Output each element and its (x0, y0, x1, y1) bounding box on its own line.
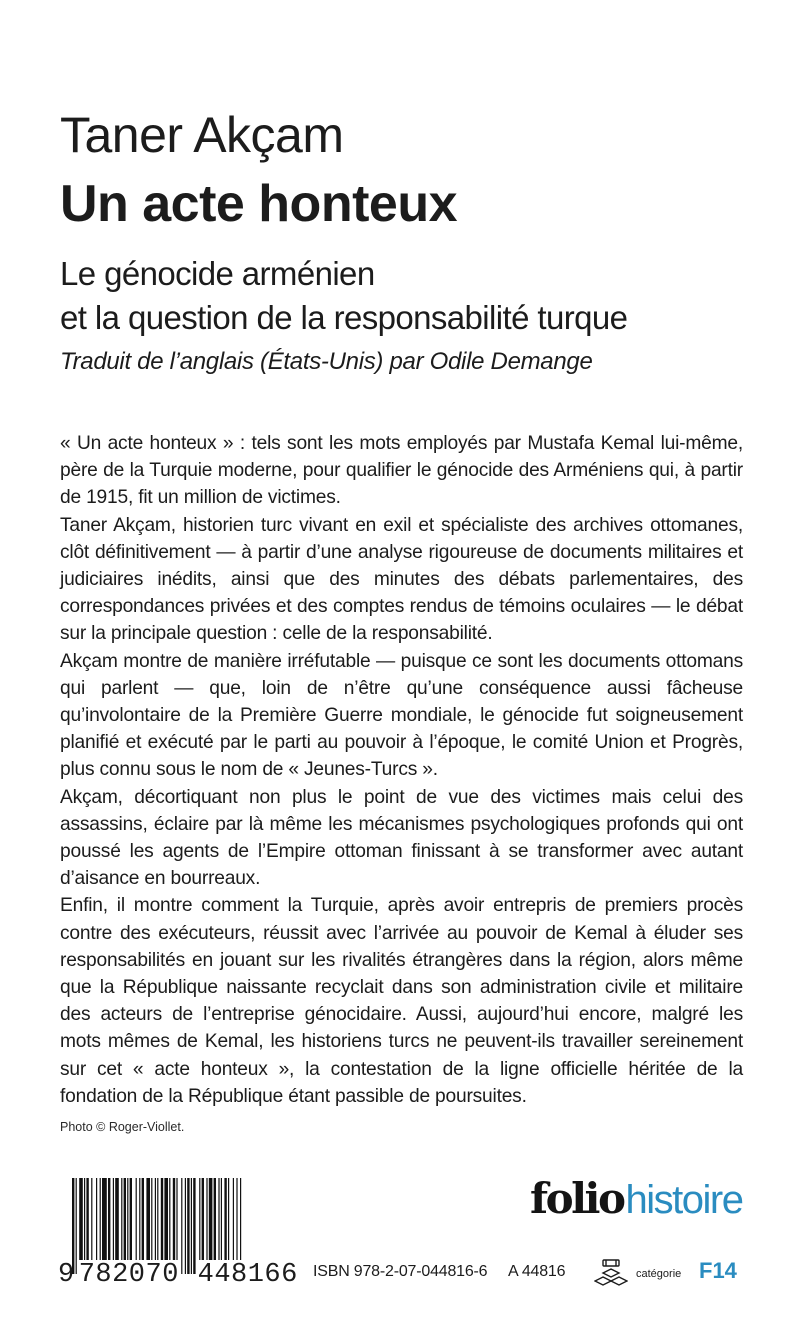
barcode-digits (58, 1260, 299, 1290)
book-title: Un acte honteux (60, 175, 457, 233)
logo-histoire: histoire (625, 1178, 743, 1222)
translator-credit: Traduit de l’anglais (États-Unis) par Odile Demange (60, 348, 593, 375)
article-code: A 44816 (508, 1263, 566, 1280)
blurb-paragraph: Akçam montre de manière irréfutable — puisque ce sont les documents ottomans qui parlent — que, loin de n’être qu’une conséquence aussi fâcheuse qu’involontaire de la Première Guerre mondiale, le génocide fut soigneusement planifié et exécuté par le parti au pouvoir à l’époque, le comité Union et Progrès, plus connu sous le nom de « Jeunes-Turcs ». (60, 650, 743, 781)
subtitle-line-2: et la question de la responsabilité turque (60, 299, 628, 336)
author-name: Taner Akçam (60, 107, 344, 163)
blurb-paragraph: « Un acte honteux » : tels sont les mots employés par Mustafa Kemal lui-même, père de la Turquie moderne, pour qualifier le génocide des Arméniens qui, à partir de 1915, fit un million de victimes. (60, 433, 743, 509)
subtitle-line-1: Le génocide arménien (60, 255, 375, 292)
blurb-paragraph: Enfin, il montre comment la Turquie, après avoir entrepris de premiers procès contre des exécuteurs, réussit avec l’arrivée au pouvoir de Kemal à éluder ses responsabilités en jouant sur les rivalités étrangères dans la région, alors même que la République naissante recyclait dans son administration civile et militaire des acteurs de l’entreprise génocidaire. Aussi, aujourd’hui encore, malgré les mots mêmes de Kemal, les historiens turcs ne peuvent-ils travailler sereinement sur cet « acte honteux », la contestation de la ligne officielle héritée de la fondation de la République étant passible de poursuites. (60, 895, 743, 1107)
book-subtitle (60, 252, 627, 340)
categorie-label: catégorie (636, 1268, 682, 1280)
photo-credit: Photo © Roger-Viollet. (60, 1120, 185, 1134)
barcode (58, 1178, 298, 1290)
categorie-code: F14 (699, 1258, 737, 1283)
blurb-paragraph: Akçam, décortiquant non plus le point de vue des victimes mais celui des assassins, éclaire par là même les mécanismes psychologiques profonds qui ont poussé les agents de l’Empire ottoman finissant à se transformer avec autant d’aisance en bourreaux. (60, 786, 743, 890)
folio-histoire-logo (530, 1174, 743, 1223)
blurb-text (60, 430, 743, 1110)
blurb-paragraph: Taner Akçam, historien turc vivant en exil et spécialiste des archives ottomanes, clôt définitivement — à partir d’une analyse rigoureuse de documents militaires et judiciaires inédits, ainsi que des minutes des débats parlementaires, des correspondances privées et des comptes rendus de témoins oculaires — le débat sur la principale question : celle de la responsabilité. (60, 514, 743, 645)
barcode-first-digit: 9 (58, 1260, 75, 1290)
barcode-right-group: 448166 (197, 1260, 298, 1290)
isbn-number: ISBN 978-2-07-044816-6 (313, 1263, 488, 1280)
logo-folio: folio (530, 1174, 624, 1223)
books-icon (594, 1258, 628, 1288)
barcode-left-group: 782070 (78, 1260, 179, 1290)
